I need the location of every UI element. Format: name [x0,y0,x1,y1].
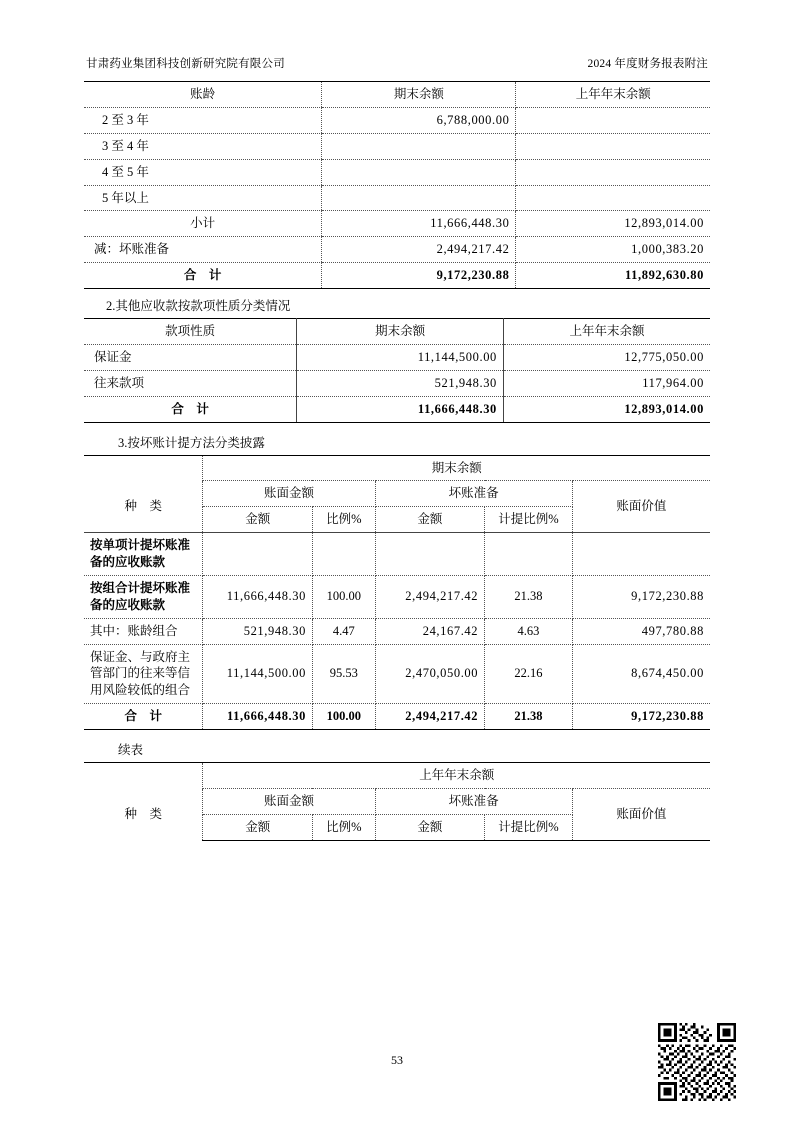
col-header-book-amount: 账面金额 [203,788,375,814]
row-prior-value: 12,893,014.00 [503,396,710,422]
nature-table [84,318,710,423]
table-header-row-sub [84,481,710,507]
qr-code-svg [658,1023,736,1101]
col-header-ending: 期末余额 [322,82,516,108]
col-header-amount: 金额 [203,507,313,533]
row-label: 2 至 3 年 [84,107,322,133]
row-prior-value [516,107,710,133]
row-label: 保证金 [84,344,297,370]
col-header-aging: 账龄 [84,82,322,108]
row-prior-value: 11,892,630.80 [516,263,710,289]
col-header-category: 种 类 [84,788,203,840]
row-bad-debt-ratio: 22.16 [485,644,573,704]
row-label: 减：坏账准备 [84,237,322,263]
page-header [84,0,710,71]
row-label: 合 计 [84,704,203,730]
row-prior-value [516,185,710,211]
aging-table-wrap [84,81,710,289]
row-amount: 11,144,500.00 [203,644,313,704]
row-bad-debt: 2,470,050.00 [375,644,485,704]
row-book-value: 497,780.88 [572,618,710,644]
col-header-ending-balance-group: 期末余额 [203,455,710,481]
row-prior-value [516,133,710,159]
row-ratio: 100.00 [312,575,375,618]
table-header-row-group [84,763,710,789]
row-ending-value: 11,144,500.00 [297,344,504,370]
header-company: 甘肃药业集团科技创新研究院有限公司 [86,58,285,70]
table-row-total [84,263,710,289]
row-label: 小计 [84,211,322,237]
col-header-nature: 款项性质 [84,319,297,345]
col-header-amount: 金额 [203,814,313,840]
row-label: 3 至 4 年 [84,133,322,159]
row-amount: 521,948.30 [203,618,313,644]
col-header-prior: 上年年末余额 [503,319,710,345]
row-ending-value: 9,172,230.88 [322,263,516,289]
row-book-value: 8,674,450.00 [572,644,710,704]
table-header-row [84,82,710,108]
col-header-ending: 期末余额 [297,319,504,345]
row-ratio: 100.00 [312,704,375,730]
continued-table [84,762,710,841]
table-row [84,133,710,159]
row-label: 合 计 [84,263,322,289]
row-ending-value: 2,494,217.42 [322,237,516,263]
table-row [84,644,710,704]
header-report-title: 2024 年度财务报表附注 [587,58,708,70]
col-header-amount-2: 金额 [375,507,485,533]
col-header-book-value: 账面价值 [572,481,710,533]
col-header-provision-ratio: 计提比例% [485,814,573,840]
row-prior-value: 12,775,050.00 [503,344,710,370]
row-bad-debt: 2,494,217.42 [375,575,485,618]
table-header-row-sub [84,788,710,814]
table-header-row-group [84,455,710,481]
row-ending-value: 521,948.30 [297,370,504,396]
col-header-amount-2: 金额 [375,814,485,840]
row-ending-value [322,159,516,185]
row-book-value: 9,172,230.88 [572,704,710,730]
aging-table [84,81,710,289]
table-row [84,618,710,644]
table-row [84,237,710,263]
continued-table-title: 续表 [118,743,144,757]
row-label: 往来款项 [84,370,297,396]
table-row [84,107,710,133]
col-header-bad-debt: 坏账准备 [375,788,572,814]
col-header-prior-balance-group: 上年年末余额 [203,763,710,789]
row-prior-value: 117,964.00 [503,370,710,396]
row-ratio [312,533,375,576]
row-ending-value: 11,666,448.30 [297,396,504,422]
col-header-book-amount: 账面金额 [203,481,375,507]
spacer-cell [84,763,203,789]
row-ending-value [322,185,516,211]
row-label: 合 计 [84,396,297,422]
row-bad-debt [375,533,485,576]
table-row-subtotal [84,211,710,237]
table-row-total [84,704,710,730]
col-header-provision-ratio: 计提比例% [485,507,573,533]
row-bad-debt: 24,167.42 [375,618,485,644]
bad-debt-method-table [84,455,710,731]
row-amount [203,533,313,576]
row-bad-debt: 2,494,217.42 [375,704,485,730]
row-label: 其中：账龄组合 [84,618,203,644]
row-label: 保证金、与政府主管部门的往来等信用风险较低的组合 [84,644,203,704]
row-label: 按组合计提坏账准备的应收账款 [84,575,203,618]
section-2-title: 2.其他应收款按款项性质分类情况 [106,299,291,313]
table-row [84,370,710,396]
col-header-book-value: 账面价值 [572,788,710,840]
row-ending-value [322,133,516,159]
col-header-ratio: 比例% [312,507,375,533]
row-bad-debt-ratio [485,533,573,576]
row-book-value: 9,172,230.88 [572,575,710,618]
row-prior-value [516,159,710,185]
table-header-row [84,319,710,345]
row-amount: 11,666,448.30 [203,704,313,730]
table-row-total [84,396,710,422]
table-row [84,159,710,185]
page-number: 53 [391,1053,403,1067]
row-label: 按单项计提坏账准备的应收账款 [84,533,203,576]
col-header-prior: 上年年末余额 [516,82,710,108]
qr-code-icon [658,1023,736,1101]
row-bad-debt-ratio: 21.38 [485,704,573,730]
row-book-value [572,533,710,576]
col-header-ratio: 比例% [312,814,375,840]
col-header-bad-debt: 坏账准备 [375,481,572,507]
spacer-cell [84,455,203,481]
table-row [84,575,710,618]
row-ratio: 95.53 [312,644,375,704]
table-row [84,533,710,576]
row-ending-value: 6,788,000.00 [322,107,516,133]
row-ending-value: 11,666,448.30 [322,211,516,237]
row-prior-value: 1,000,383.20 [516,237,710,263]
row-label: 4 至 5 年 [84,159,322,185]
row-ratio: 4.47 [312,618,375,644]
row-prior-value: 12,893,014.00 [516,211,710,237]
col-header-category: 种 类 [84,481,203,533]
table-row [84,185,710,211]
row-bad-debt-ratio: 21.38 [485,575,573,618]
section-3-title: 3.按坏账计提方法分类披露 [118,435,265,450]
table-row [84,344,710,370]
row-bad-debt-ratio: 4.63 [485,618,573,644]
row-amount: 11,666,448.30 [203,575,313,618]
row-label: 5 年以上 [84,185,322,211]
